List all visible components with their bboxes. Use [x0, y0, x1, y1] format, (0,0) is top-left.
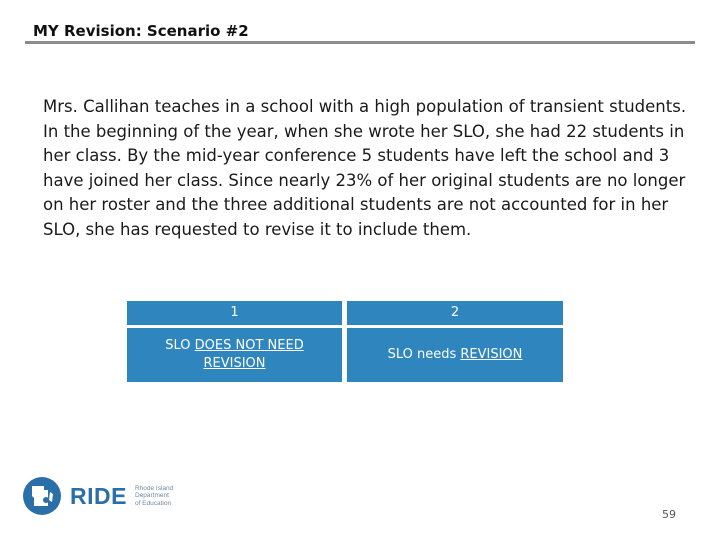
scenario-text: Mrs. Callihan teaches in a school with a high population of transient students. In the beginning of the year, when she wrote her SLO, she had 22 students in her class. By the mid-year conference 5 students have left the school and 3 have joined her class. Since nearly 23% of her original students are no longer on her roster and the three additional students are not accounted for in her SLO, she has requested to revise it to include them.: [43, 97, 687, 239]
logo-subtitle-line-2: Department: [134, 492, 169, 500]
logo-wordmark: RIDE: [70, 482, 127, 509]
slide-title: MY Revision: Scenario #2: [33, 22, 249, 40]
option-2-label: [388, 346, 523, 364]
option-1-label: [137, 337, 332, 373]
option-2-prefix: SLO needs: [387, 347, 461, 362]
logo-subtitle: [135, 485, 173, 508]
page-number: 59: [662, 508, 676, 521]
ride-logo: [22, 476, 173, 516]
option-1-number[interactable]: 1: [127, 301, 342, 325]
option-2-answer[interactable]: [347, 328, 563, 382]
option-2-emphasis: REVISION: [460, 347, 523, 362]
logo-subtitle-line-1: Rhode Island: [134, 484, 174, 492]
option-1-answer[interactable]: [127, 328, 342, 382]
title-divider: [25, 41, 695, 44]
logo-subtitle-line-3: of Education: [134, 499, 172, 507]
option-2-number[interactable]: 2: [347, 301, 563, 325]
rhode-island-map-icon: [22, 476, 64, 516]
option-1-emphasis: DOES NOT NEED REVISION: [194, 338, 304, 371]
option-1-prefix: SLO: [165, 338, 195, 353]
